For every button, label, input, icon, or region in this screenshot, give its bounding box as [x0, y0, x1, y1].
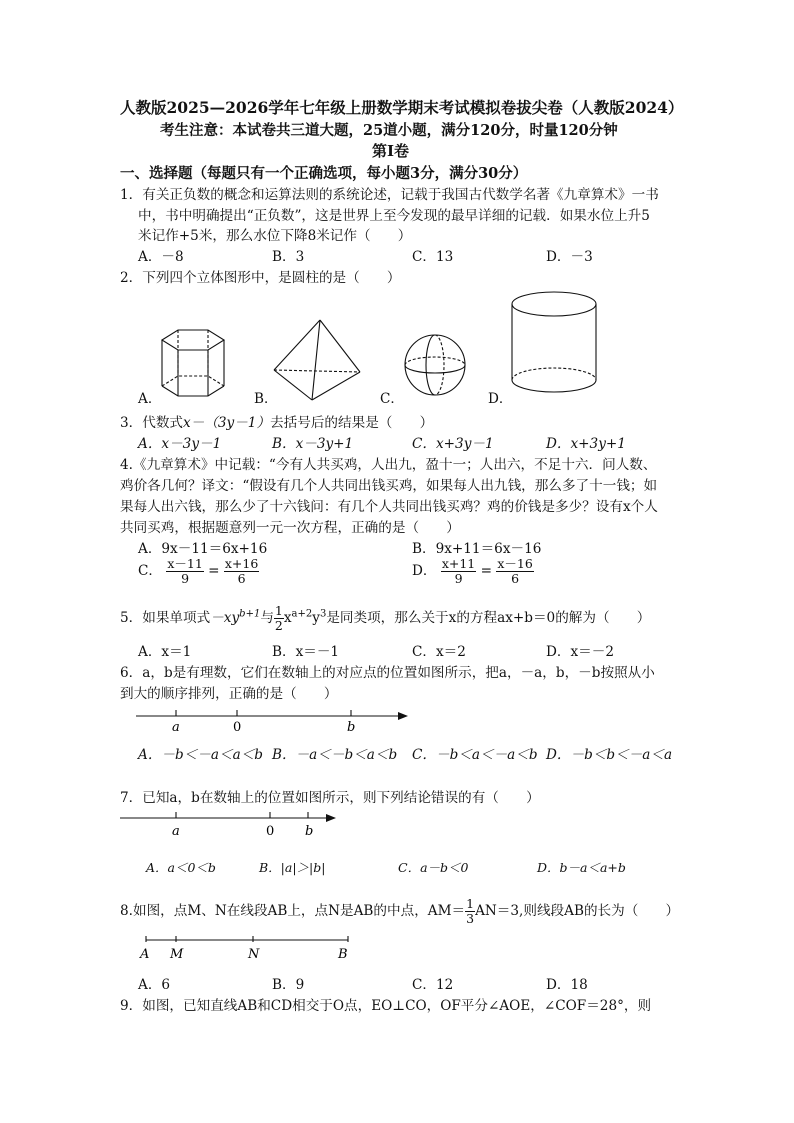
point-label-a: A	[140, 947, 150, 962]
q6-line2: 到大的顺序排列，正确的是（ ）	[120, 686, 338, 702]
q3-option-d: D．x+3y+1	[546, 436, 626, 452]
q3-stem	[120, 411, 433, 431]
q3-stem-post: 去括号后的结果是（ ）	[270, 415, 434, 431]
volume-heading: 第Ⅰ卷	[372, 142, 410, 160]
q8-stem	[120, 897, 679, 926]
q1-option-a: A．－8	[138, 249, 184, 265]
sphere-figure	[405, 335, 465, 395]
q4-option-c-frac2	[224, 557, 259, 586]
q2-stem: 2．下列四个立体图形中，是圆柱的是（ ）	[120, 270, 401, 286]
exam-title: 人教版2025—2026学年七年级上册数学期末考试模拟卷拔尖卷（人教版2024）	[120, 98, 684, 117]
q7-option-d: D．b－a＜a+b	[537, 860, 626, 875]
q1-line1: 1．有关正负数的概念和运算法则的系统论述，记载于我国古代数学名著《九章算术》一书	[120, 187, 659, 203]
exam-notice: 考生注意：本试卷共三道大题，25道小题，满分120分，时量120分钟	[160, 122, 618, 139]
q4-option-c-frac1	[166, 557, 203, 586]
frac-numerator: x－16	[497, 556, 533, 571]
q1-line2: 中，书中明确提出“正负数”，这是世界上至今发现的最早详细的记载．如果水位上升5	[138, 208, 650, 224]
frac-denominator: 9	[454, 571, 463, 586]
q1-line3: 米记作+5米，那么水位下降8米记作（ ）	[138, 228, 412, 244]
q5-option-a: A．x＝1	[138, 644, 192, 660]
q4-option-c	[138, 557, 259, 586]
frac-denominator: 2	[274, 618, 283, 633]
section-heading: 一、选择题（每题只有一个正确选项，每小题3分，满分30分）	[120, 165, 528, 182]
q6-option-c: C．－b＜a＜－a＜b	[412, 747, 538, 763]
q6-number-line	[130, 702, 420, 734]
equals-sign: =	[480, 563, 492, 579]
q7-stem: 7．已知a，b在数轴上的位置如图所示，则下列结论错误的有（ ）	[120, 790, 540, 806]
triangular-pyramid-figure	[274, 320, 360, 400]
q8-stem-post: AN＝3,则线段AB的长为（ ）	[475, 903, 680, 919]
q4-option-d-label: D．	[412, 563, 437, 579]
q4-option-a: A．9x－11＝6x+16	[138, 541, 268, 557]
q5-connector: 与	[260, 610, 274, 626]
q5-monomial-1-exponent: b+1	[239, 608, 261, 620]
q5-monomial-2-exponent: a+2	[291, 608, 313, 620]
frac-numerator: x+11	[441, 556, 476, 571]
frac-denominator: 6	[511, 571, 520, 586]
q2-option-d: D．	[488, 391, 513, 407]
q2-option-a: A．	[138, 391, 162, 407]
frac-denominator: 6	[237, 571, 246, 586]
q5-stem-pre: 5．如果单项式	[120, 610, 211, 626]
q5-monomial-2: x	[283, 610, 292, 626]
frac-numerator: x－11	[167, 556, 203, 571]
q6-option-d: D．－b＜b＜－a＜a	[546, 747, 673, 763]
q5-option-b: B．x＝－1	[272, 644, 340, 660]
q4-option-b: B．9x+11＝6x－16	[412, 541, 542, 557]
cylinder-figure	[512, 292, 596, 392]
q8-option-c: C．12	[412, 977, 454, 993]
arrow-head-icon	[326, 814, 336, 822]
q6-option-b: B．－a＜－b＜a＜b	[272, 747, 398, 763]
q3-expression: x－（3y－1）	[183, 415, 271, 431]
q7-option-b: B．|a|＞|b|	[259, 860, 326, 875]
q4-option-d-frac1	[441, 557, 476, 586]
q2-option-c: C．	[380, 391, 404, 407]
axis-label-b: b	[347, 720, 356, 734]
q5-monomial-2-y-exponent: 3	[319, 608, 327, 620]
point-label-b: B	[338, 947, 348, 962]
q8-stem-pre: 8.如图，点M、N在线段AB上，点N是AB的中点，AM＝	[120, 903, 466, 919]
q5-stem	[120, 604, 650, 633]
q1-option-b: B．3	[272, 249, 305, 265]
q4-line4: 共同买鸡，根据题意列一元一次方程，正确的是（ ）	[120, 520, 460, 536]
q8-fraction	[465, 897, 475, 926]
q8-option-d: D．18	[546, 977, 588, 993]
q4-option-d	[412, 557, 534, 586]
point-label-m: M	[170, 947, 184, 962]
q6-option-a: A．－b＜－a＜a＜b	[138, 747, 263, 763]
q6-line1: 6．a，b是有理数，它们在数轴上的对应点的位置如图所示，把a，－a，b，－b按照从小	[120, 665, 655, 681]
q3-stem-pre: 3．代数式	[120, 415, 184, 431]
q5-option-d: D．x＝－2	[546, 644, 614, 660]
arrow-head-icon	[398, 712, 408, 720]
frac-numerator: x+16	[224, 556, 259, 571]
axis-label-a: a	[172, 720, 180, 734]
q2-option-b: B．	[254, 391, 278, 407]
q3-option-c: C．x+3y－1	[412, 436, 494, 452]
frac-denominator: 9	[181, 571, 190, 586]
frac-denominator: 3	[466, 911, 475, 926]
q1-option-d: D．－3	[546, 249, 593, 265]
frac-numerator: 1	[274, 603, 283, 618]
q8-segment-figure	[136, 934, 366, 964]
q9-line1: 9．如图，已知直线AB和CD相交于O点，EO⊥CO，OF平分∠AOE，∠COF＝28°，则	[120, 998, 652, 1014]
q8-option-a: A．6	[138, 977, 171, 993]
q7-option-a: A．a＜0＜b	[146, 860, 216, 875]
q4-option-c-label: C．	[138, 563, 162, 579]
axis-label-a: a	[172, 824, 180, 839]
q5-monomial-2-y: y	[312, 610, 320, 626]
axis-label-zero: 0	[233, 720, 242, 734]
axis-label-zero: 0	[266, 824, 275, 839]
q7-number-line	[118, 808, 348, 840]
q3-option-b: B．x－3y+1	[272, 436, 354, 452]
point-label-n: N	[248, 947, 260, 962]
q4-line3: 果每人出六钱，那么少了十六钱问：有几个人共同出钱买鸡？鸡的价钱是多少？设有x个人	[120, 499, 658, 515]
q1-option-c: C．13	[412, 249, 454, 265]
q2-figures	[120, 282, 620, 408]
q3-option-a: A．x－3y－1	[138, 436, 222, 452]
hexagonal-prism-figure	[162, 330, 224, 396]
q4-line2: 鸡价各几何？译文：“假设有几个人共同出钱买鸡，如果每人出九钱，那么多了十一钱；如	[120, 478, 658, 494]
q5-option-c: C．x＝2	[412, 644, 466, 660]
q7-option-c: C．a－b＜0	[398, 860, 469, 875]
frac-numerator: 1	[466, 896, 475, 911]
q8-option-b: B．9	[272, 977, 305, 993]
axis-label-b: b	[305, 824, 314, 839]
q4-line1: 4.《九章算术》中记载：“今有人共买鸡，人出九，盈十一；人出六，不足十六．问人数、	[120, 457, 657, 473]
equals-sign: =	[208, 563, 220, 579]
q5-fraction	[274, 604, 284, 633]
q5-monomial-1: －xy	[210, 610, 240, 626]
q5-stem-post: 是同类项，那么关于x的方程ax+b＝0的解为（ ）	[326, 610, 651, 626]
q4-option-d-frac2	[496, 557, 533, 586]
